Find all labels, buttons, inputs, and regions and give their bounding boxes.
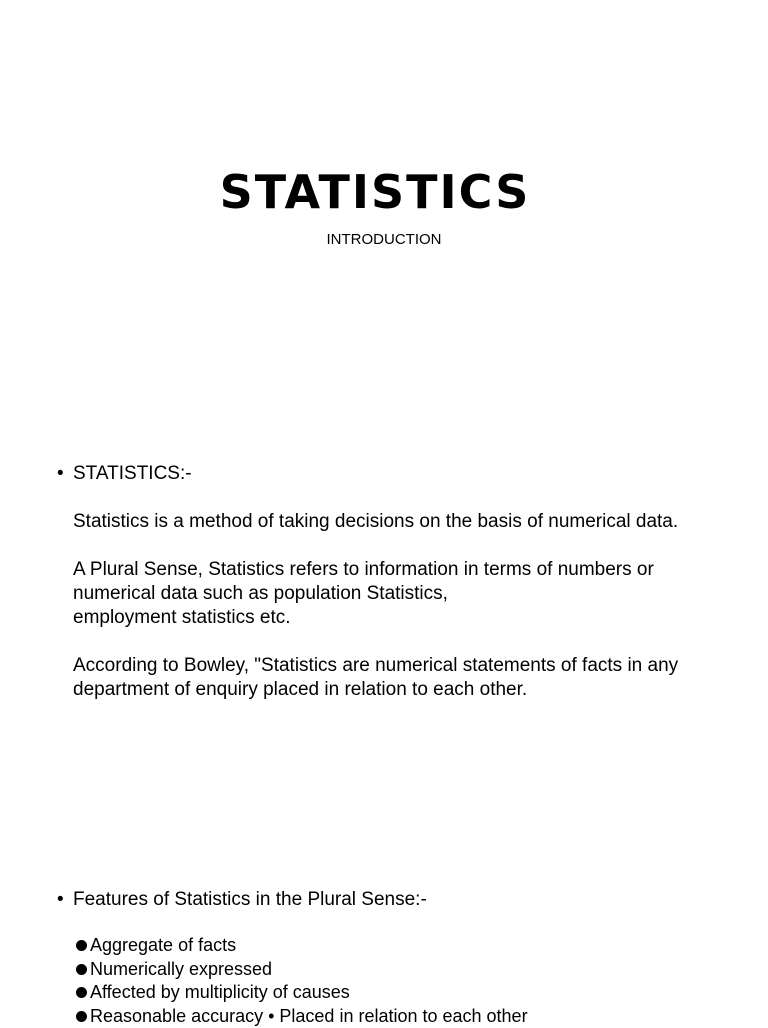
page-title: STATISTICS: [0, 162, 750, 222]
list-item: [75, 981, 737, 1005]
definition-paragraph: Statistics is a method of taking decisions on the basis of numerical data.: [57, 510, 717, 534]
features-section: [57, 888, 737, 1028]
bullet-icon: •: [57, 888, 64, 912]
filled-circle-bullet-icon: [76, 1011, 87, 1022]
bullet-icon: •: [57, 462, 64, 486]
list-item-text: Affected by multiplicity of causes: [90, 982, 350, 1002]
list-item-text: Aggregate of facts: [90, 935, 236, 955]
bowley-quote-paragraph: According to Bowley, "Statistics are numerical statements of facts in any department of enquiry placed in relation to each other.: [57, 654, 717, 702]
section-heading-statistics: [57, 462, 717, 486]
section-heading-text: Features of Statistics in the Plural Sense:-: [73, 889, 427, 910]
list-item-text: Reasonable accuracy • Placed in relation to each other: [90, 1006, 528, 1026]
list-item: [75, 934, 737, 958]
section-heading-features: [57, 888, 737, 912]
filled-circle-bullet-icon: [76, 987, 87, 998]
filled-circle-bullet-icon: [76, 940, 87, 951]
list-item: [75, 1005, 737, 1028]
plural-sense-paragraph-continued: employment statistics etc.: [57, 606, 717, 630]
features-list: [57, 934, 737, 1028]
list-item: [75, 958, 737, 982]
section-heading-text: STATISTICS:-: [73, 463, 192, 484]
plural-sense-paragraph: A Plural Sense, Statistics refers to information in terms of numbers or numerical data such as population Statistics,: [57, 558, 713, 606]
filled-circle-bullet-icon: [76, 964, 87, 975]
page-subtitle: INTRODUCTION: [0, 230, 768, 250]
list-item-text: Numerically expressed: [90, 959, 272, 979]
statistics-definition-section: [57, 462, 717, 702]
